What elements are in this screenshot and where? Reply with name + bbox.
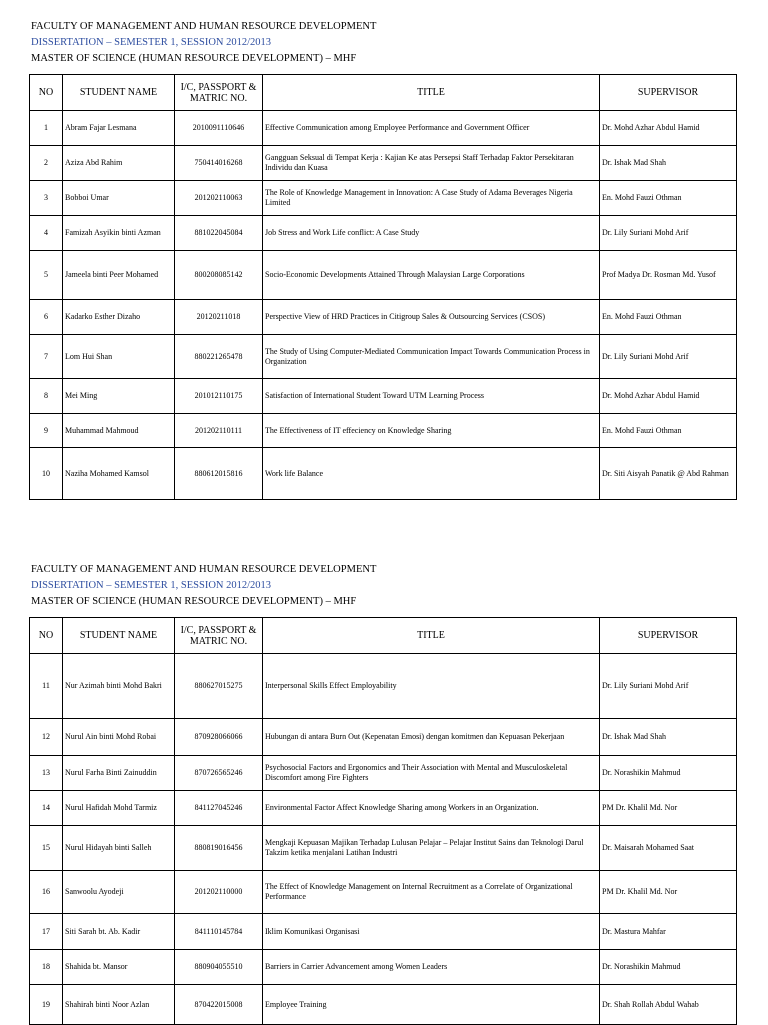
supervisor-name: Dr. Mastura Mahfar [600, 914, 737, 950]
student-name: Naziha Mohamed Kamsol [63, 448, 175, 500]
dissertation-table-2 [29, 617, 737, 1025]
col-header-ic: I/C, PASSPORT & MATRIC NO. [175, 618, 263, 654]
row-no: 3 [30, 181, 63, 216]
dissertation-table-1 [29, 74, 737, 500]
student-name: Nurul Hafidah Mohd Tarmiz [63, 791, 175, 826]
col-header-ic: I/C, PASSPORT & MATRIC NO. [175, 75, 263, 111]
ic-number: 870928066066 [175, 719, 263, 756]
supervisor-name: En. Mohd Fauzi Othman [600, 414, 737, 448]
supervisor-name: Dr. Shah Rollah Abdul Wahab [600, 985, 737, 1025]
row-no: 6 [30, 300, 63, 335]
table-row [30, 448, 737, 500]
table-row [30, 654, 737, 719]
col-header-no: NO [30, 75, 63, 111]
dissertation-title: The Role of Knowledge Management in Innovation: A Case Study of Adama Beverages Nigeria Limited [263, 181, 600, 216]
ic-number: 2010091110646 [175, 111, 263, 146]
row-no: 12 [30, 719, 63, 756]
dissertation-title: The Study of Using Computer-Mediated Communication Impact Towards Communication Process in Organization [263, 335, 600, 379]
student-name: Sanwoolu Ayodeji [63, 871, 175, 914]
dissertation-title: Hubungan di antara Burn Out (Kepenatan Emosi) dengan komitmen dan Kepuasan Pekerjaan [263, 719, 600, 756]
table-row [30, 335, 737, 379]
dissertation-title: Perspective View of HRD Practices in Citigroup Sales & Outsourcing Services (CSOS) [263, 300, 600, 335]
dissertation-title: Effective Communication among Employee Performance and Government Officer [263, 111, 600, 146]
row-no: 14 [30, 791, 63, 826]
ic-number: 800208085142 [175, 251, 263, 300]
dissertation-title: Gangguan Seksual di Tempat Kerja : Kajian Ke atas Persepsi Staff Terhadap Faktor Persekitaran Individu dan Kuasa [263, 146, 600, 181]
ic-number: 20120211018 [175, 300, 263, 335]
row-no: 1 [30, 111, 63, 146]
ic-number: 201012110175 [175, 379, 263, 414]
ic-number: 750414016268 [175, 146, 263, 181]
table-row [30, 914, 737, 950]
table-row [30, 181, 737, 216]
ic-number: 201202110063 [175, 181, 263, 216]
table-row [30, 871, 737, 914]
dissertation-title: Work life Balance [263, 448, 600, 500]
dissertation-title: Socio-Economic Developments Attained Through Malaysian Large Corporations [263, 251, 600, 300]
supervisor-name: Dr. Lily Suriani Mohd Arif [600, 335, 737, 379]
dissertation-title: Interpersonal Skills Effect Employability [263, 654, 600, 719]
student-name: Jameela binti Peer Mohamed [63, 251, 175, 300]
supervisor-name: En. Mohd Fauzi Othman [600, 300, 737, 335]
student-name: Nurul Ain binti Mohd Robai [63, 719, 175, 756]
ic-number: 841127045246 [175, 791, 263, 826]
row-no: 10 [30, 448, 63, 500]
row-no: 4 [30, 216, 63, 251]
supervisor-name: Dr. Mohd Azhar Abdul Hamid [600, 111, 737, 146]
program-heading: MASTER OF SCIENCE (HUMAN RESOURCE DEVELOPMENT) – MHF [31, 596, 357, 607]
supervisor-name: Dr. Lily Suriani Mohd Arif [600, 216, 737, 251]
table-row [30, 719, 737, 756]
row-no: 16 [30, 871, 63, 914]
row-no: 15 [30, 826, 63, 871]
col-header-title: TITLE [263, 618, 600, 654]
supervisor-name: Dr. Siti Aisyah Panatik @ Abd Rahman [600, 448, 737, 500]
student-name: Nurul Hidayah binti Salleh [63, 826, 175, 871]
ic-number: 841110145784 [175, 914, 263, 950]
row-no: 17 [30, 914, 63, 950]
dissertation-title: Psychosocial Factors and Ergonomics and Their Association with Mental and Musculoskeletal Discomfort among Fire Fighters [263, 756, 600, 791]
ic-number: 870726565246 [175, 756, 263, 791]
ic-number: 201202110000 [175, 871, 263, 914]
table-row [30, 146, 737, 181]
supervisor-name: Dr. Mohd Azhar Abdul Hamid [600, 379, 737, 414]
col-header-supervisor: SUPERVISOR [600, 75, 737, 111]
supervisor-name: Dr. Lily Suriani Mohd Arif [600, 654, 737, 719]
table-row [30, 950, 737, 985]
student-name: Aziza Abd Rahim [63, 146, 175, 181]
dissertation-title: Employee Training [263, 985, 600, 1025]
row-no: 7 [30, 335, 63, 379]
supervisor-name: Dr. Ishak Mad Shah [600, 719, 737, 756]
row-no: 11 [30, 654, 63, 719]
col-header-no: NO [30, 618, 63, 654]
table-header-row [30, 618, 737, 654]
ic-number: 881022045084 [175, 216, 263, 251]
row-no: 9 [30, 414, 63, 448]
faculty-heading: FACULTY OF MANAGEMENT AND HUMAN RESOURCE DEVELOPMENT [31, 21, 377, 32]
table-row [30, 826, 737, 871]
student-name: Muhammad Mahmoud [63, 414, 175, 448]
row-no: 2 [30, 146, 63, 181]
supervisor-name: Dr. Ishak Mad Shah [600, 146, 737, 181]
student-name: Shahida bt. Mansor [63, 950, 175, 985]
student-name: Bobboi Umar [63, 181, 175, 216]
dissertation-title: Barriers in Carrier Advancement among Women Leaders [263, 950, 600, 985]
student-name: Famizah Asyikin binti Azman [63, 216, 175, 251]
table-row [30, 216, 737, 251]
col-header-title: TITLE [263, 75, 600, 111]
row-no: 18 [30, 950, 63, 985]
dissertation-title: Job Stress and Work Life conflict: A Case Study [263, 216, 600, 251]
col-header-student-name: STUDENT NAME [63, 75, 175, 111]
faculty-heading: FACULTY OF MANAGEMENT AND HUMAN RESOURCE DEVELOPMENT [31, 564, 377, 575]
dissertation-heading: DISSERTATION – SEMESTER 1, SESSION 2012/2013 [31, 580, 272, 591]
ic-number: 880627015275 [175, 654, 263, 719]
table-row [30, 379, 737, 414]
student-name: Abram Fajar Lesmana [63, 111, 175, 146]
table-row [30, 414, 737, 448]
col-header-student-name: STUDENT NAME [63, 618, 175, 654]
supervisor-name: Prof Madya Dr. Rosman Md. Yusof [600, 251, 737, 300]
table-row [30, 791, 737, 826]
ic-number: 201202110111 [175, 414, 263, 448]
student-name: Mei Ming [63, 379, 175, 414]
dissertation-title: Environmental Factor Affect Knowledge Sharing among Workers in an Organization. [263, 791, 600, 826]
student-name: Nurul Farha Binti Zainuddin [63, 756, 175, 791]
dissertation-title: Satisfaction of International Student Toward UTM Learning Process [263, 379, 600, 414]
supervisor-name: PM Dr. Khalil Md. Nor [600, 871, 737, 914]
table-row [30, 756, 737, 791]
table-row [30, 300, 737, 335]
row-no: 13 [30, 756, 63, 791]
table-row [30, 985, 737, 1025]
ic-number: 880904055510 [175, 950, 263, 985]
student-name: Kadarko Esther Dizaho [63, 300, 175, 335]
dissertation-title: Mengkaji Kepuasan Majikan Terhadap Lulusan Pelajar – Pelajar Institut Sains dan Teknologi Darul Takzim ketika menjalani Latihan Industri [263, 826, 600, 871]
ic-number: 880612015816 [175, 448, 263, 500]
table-row [30, 251, 737, 300]
dissertation-title: Iklim Komunikasi Organisasi [263, 914, 600, 950]
student-name: Shahirah binti Noor Azlan [63, 985, 175, 1025]
supervisor-name: Dr. Norashikin Mahmud [600, 950, 737, 985]
dissertation-title: The Effect of Knowledge Management on Internal Recruitment as a Correlate of Organizational Performance [263, 871, 600, 914]
ic-number: 870422015008 [175, 985, 263, 1025]
row-no: 5 [30, 251, 63, 300]
student-name: Siti Sarah bt. Ab. Kadir [63, 914, 175, 950]
program-heading: MASTER OF SCIENCE (HUMAN RESOURCE DEVELOPMENT) – MHF [31, 53, 357, 64]
supervisor-name: Dr. Norashikin Mahmud [600, 756, 737, 791]
row-no: 8 [30, 379, 63, 414]
col-header-supervisor: SUPERVISOR [600, 618, 737, 654]
ic-number: 880221265478 [175, 335, 263, 379]
dissertation-heading: DISSERTATION – SEMESTER 1, SESSION 2012/2013 [31, 37, 272, 48]
row-no: 19 [30, 985, 63, 1025]
table-row [30, 111, 737, 146]
supervisor-name: Dr. Maisarah Mohamed Saat [600, 826, 737, 871]
supervisor-name: En. Mohd Fauzi Othman [600, 181, 737, 216]
ic-number: 880819016456 [175, 826, 263, 871]
table-header-row [30, 75, 737, 111]
dissertation-title: The Effectiveness of IT effeciency on Knowledge Sharing [263, 414, 600, 448]
student-name: Nur Azimah binti Mohd Bakri [63, 654, 175, 719]
student-name: Lom Hui Shan [63, 335, 175, 379]
supervisor-name: PM Dr. Khalil Md. Nor [600, 791, 737, 826]
